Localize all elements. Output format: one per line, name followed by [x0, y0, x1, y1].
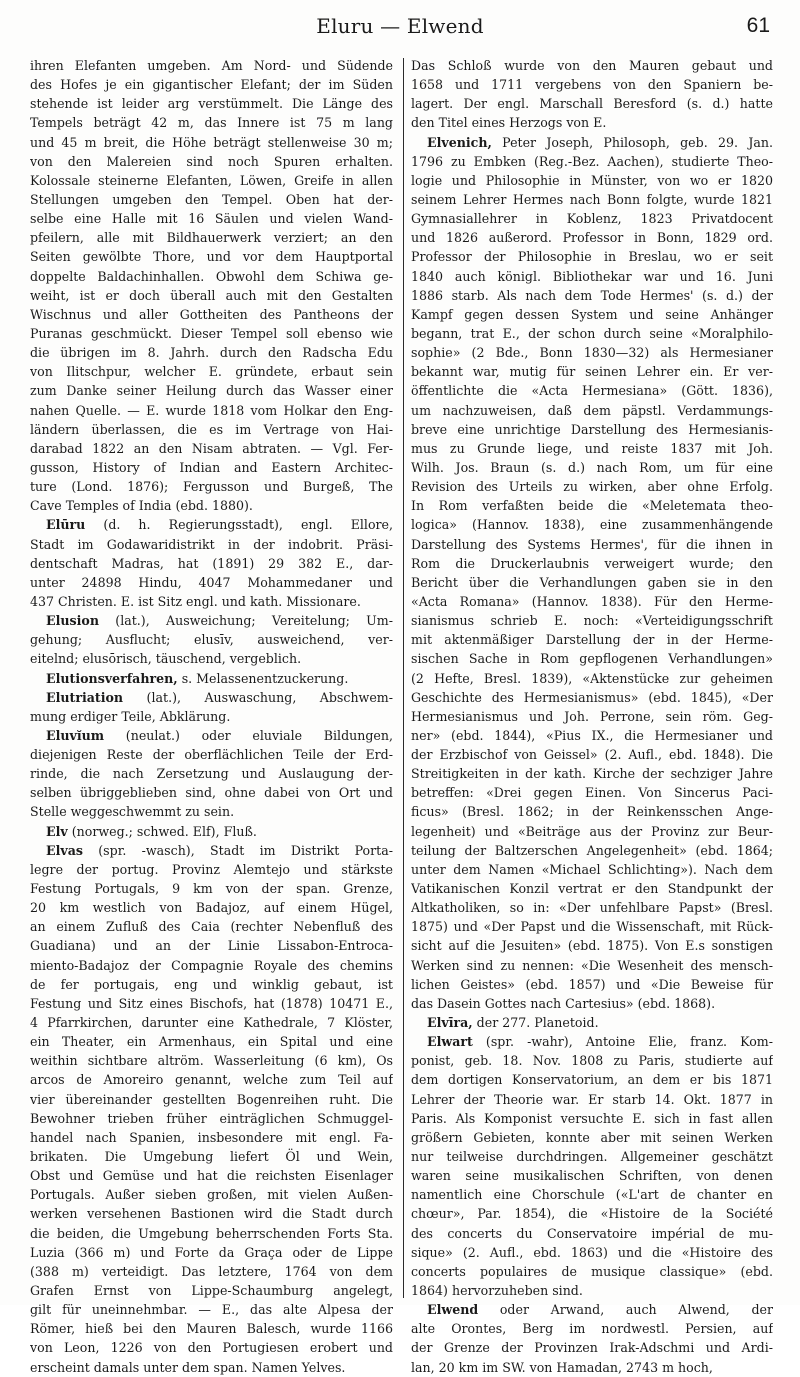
line-text: Lehrer der Theorie war. Er starb 14. Okt. 1877 in — [411, 1091, 773, 1107]
text-line — [411, 611, 773, 630]
text-line — [411, 171, 773, 190]
running-head-title: Eluru — Elwend — [316, 14, 484, 38]
line-text: diejenigen Reste der oberflächlichen Teile der Erd- — [30, 747, 393, 763]
text-line — [30, 1051, 393, 1070]
text-line — [411, 860, 773, 879]
text-line — [30, 228, 393, 247]
text-line — [30, 1032, 393, 1051]
text-line — [30, 209, 393, 228]
line-text: erscheint damals unter dem span. Namen Yelves. — [30, 1359, 346, 1375]
text-line — [411, 477, 773, 496]
line-text: von Ilitschpur, welcher E. gründete, erbaut sein — [30, 364, 393, 380]
text-line — [30, 1262, 393, 1281]
line-text: Paris. Als Komponist versuchte E. sich in fast allen — [411, 1110, 773, 1126]
line-text: miento-Badajoz der Compagnie Royale des chemins — [30, 957, 393, 973]
line-text: nahen Quelle. — E. wurde 1818 vom Holkar den Eng- — [30, 402, 393, 418]
line-text: brikaten. Die Umgebung liefert Öl und Wein, — [30, 1149, 393, 1165]
entry-headword: Elvas — [46, 842, 83, 858]
text-line — [30, 802, 393, 821]
text-line — [411, 458, 773, 477]
line-text: selben übriggeblieben sind, ohne dabei von Ort und — [30, 785, 393, 801]
column-divider — [403, 58, 404, 1298]
text-line — [30, 458, 393, 477]
entry-headword-line — [411, 133, 773, 152]
text-line — [30, 477, 393, 496]
line-text: stehende ist leider arg verstümmelt. Die Länge des — [30, 96, 393, 112]
line-text: chœur», Par. 1854), die «Histoire de la Société — [411, 1206, 773, 1222]
entry-headword-line — [30, 515, 393, 534]
line-text: logica» (Hannov. 1838), eine zusammenhängende — [411, 517, 773, 533]
entry-headword-line — [30, 726, 393, 745]
line-text: Kampf gegen dessen System und seine Anhänger — [411, 306, 773, 322]
line-text: (neulat.) oder eluviale Bildungen, — [104, 727, 393, 743]
text-line — [30, 362, 393, 381]
line-text: 4 Pfarrkirchen, darunter eine Kathedrale, 7 Klöster, — [30, 1015, 393, 1031]
line-text: ein Theater, ein Armenhaus, ein Spital und eine — [30, 1034, 393, 1050]
line-text: teilung der Baltzerschen Angelegenheit» (ebd. 1864; — [411, 842, 773, 858]
line-text: größern Gebieten, konnte aber mit seinen Werken — [411, 1129, 773, 1145]
line-text: zum Danke seiner Heilung durch das Wasser einer — [30, 383, 393, 399]
text-line — [30, 917, 393, 936]
text-line — [411, 1319, 773, 1338]
line-text: doppelte Baldachinhallen. Obwohl dem Schiwa ge- — [30, 268, 393, 284]
line-text: rinde, die nach Zersetzung und Auslaugung der- — [30, 766, 393, 782]
text-line — [411, 1281, 773, 1300]
line-text: gehung; Ausflucht; elusīv, ausweichend, ver- — [30, 632, 393, 648]
line-text: Römer, hieß bei den Mauren Balesch, wurde 1166 — [30, 1321, 393, 1337]
text-line — [30, 1109, 393, 1128]
text-line — [411, 630, 773, 649]
text-line — [411, 764, 773, 783]
line-text: gusson, History of Indian and Eastern Architec- — [30, 459, 393, 475]
line-text: lagert. Der engl. Marschall Beresford (s. d.) hatte — [411, 96, 773, 112]
line-text: unter 24898 Hindu, 4047 Mohammedaner und — [30, 574, 393, 590]
line-text: 1864) hervorzuheben sind. — [411, 1283, 583, 1298]
text-line — [411, 1224, 773, 1243]
text-line — [30, 745, 393, 764]
line-text: logie und Philosophie in Münster, von wo er 1820 — [411, 172, 773, 188]
text-line — [411, 841, 773, 860]
line-text: namentlich eine Chorschule («L'art de chanter en — [411, 1187, 773, 1203]
line-text: seinem Lehrer Hermes nach Bonn folgte, wurde 1821 — [411, 191, 773, 207]
text-line — [30, 190, 393, 209]
line-text: Luzia (366 m) und Forte da Graça oder de Lippe — [30, 1244, 393, 1260]
line-text: Stelle weggeschwemmt zu sein. — [30, 804, 235, 820]
line-text: Gymnasiallehrer in Koblenz, 1823 Privatdocent — [411, 211, 773, 227]
text-line — [30, 707, 393, 726]
line-text: sianismus schrieb E. noch: «Verteidigungsschrift — [411, 613, 773, 629]
line-text: Das Schloß wurde von den Mauren gebaut und — [411, 58, 773, 73]
text-line — [30, 573, 393, 592]
text-line — [30, 401, 393, 420]
line-text: von den Malereien sind noch Spuren erhalten. — [30, 153, 393, 169]
text-line — [411, 228, 773, 247]
line-text: Stadt im Godawaridistrikt in der indobrit. Präsi- — [30, 536, 393, 552]
text-line — [411, 1358, 773, 1377]
text-line — [411, 975, 773, 994]
text-line — [411, 286, 773, 305]
text-line — [30, 439, 393, 458]
text-line — [30, 898, 393, 917]
text-line — [411, 726, 773, 745]
line-text: In Rom verfaßten beide die «Meletemata theo- — [411, 498, 773, 514]
text-line — [30, 535, 393, 554]
line-text: handel nach Spanien, insbesondere mit engl. Fa- — [30, 1129, 393, 1145]
text-line — [30, 171, 393, 190]
line-text: 437 Christen. E. ist Sitz engl. und kath. Missionare. — [30, 593, 361, 609]
line-text: mit aktenmäßiger Darstellung der in der Herme- — [411, 632, 773, 648]
text-line — [30, 649, 393, 668]
text-line — [30, 1147, 393, 1166]
line-text: waren seine musikalischen Schriften, von denen — [411, 1168, 773, 1184]
text-line — [30, 860, 393, 879]
text-line — [30, 247, 393, 266]
line-text: ture (Lond. 1876); Fergusson und Burgeß, The — [30, 479, 393, 495]
text-line — [411, 1204, 773, 1223]
text-line — [411, 707, 773, 726]
line-text: alte Orontes, Berg im nordwestl. Persien, auf — [411, 1321, 773, 1337]
line-text: mus zu Grunde liege, und reiste 1837 mit Joh. — [411, 440, 773, 456]
line-text: der Grenze der Provinzen Irak-Adschmi und Ardi- — [411, 1340, 773, 1356]
line-text: der Erzbischof von Geissel» (2. Aufl., ebd. 1848). Die — [411, 747, 773, 763]
line-text: öffentlichte die «Acta Hermesiana» (Gött. 1836), — [411, 383, 773, 399]
text-line — [30, 1070, 393, 1089]
text-line — [30, 496, 393, 515]
text-line — [411, 802, 773, 821]
entry-headword: Eluvĭum — [46, 727, 105, 743]
line-text: ländern überlassen, die es im Vertrage von Hai- — [30, 421, 393, 437]
line-text: Wischnus und aller Gottheiten des Pantheons der — [30, 306, 393, 322]
line-text: (lat.), Auswaschung, Abschwem- — [123, 689, 393, 705]
entry-headword: Elwart — [427, 1034, 473, 1050]
text-line — [411, 1070, 773, 1089]
text-line — [411, 573, 773, 592]
line-text: Professor der Philosophie in Breslau, wo er seit — [411, 249, 773, 265]
text-line — [411, 994, 773, 1013]
text-line — [411, 1185, 773, 1204]
line-text: Streitigkeiten in der kath. Kirche der sechziger Jahre — [411, 766, 773, 782]
line-text: (norweg.; schwed. Elf), Fluß. — [67, 823, 257, 839]
line-text: von Leon, 1226 von den Portugiesen erobert und — [30, 1340, 393, 1356]
text-line — [411, 1262, 773, 1281]
text-line — [411, 669, 773, 688]
text-line — [30, 94, 393, 113]
line-text: Guadiana) und an der Linie Lissabon-Entroca- — [30, 938, 393, 954]
text-line — [411, 496, 773, 515]
text-line — [30, 1338, 393, 1357]
line-text: (spr. -wasch), Stadt im Distrikt Porta- — [82, 842, 393, 858]
text-line — [30, 1224, 393, 1243]
line-text: Grafen Ernst von Lippe-Schaumburg angelegt, — [30, 1283, 393, 1298]
line-text: Wilh. Jos. Braun (s. d.) nach Rom, um für eine — [411, 459, 773, 475]
line-text: legenheit) und «Beiträge aus der Provinz zur Beur- — [411, 823, 773, 839]
text-line — [411, 822, 773, 841]
text-line — [411, 1243, 773, 1262]
text-line — [411, 305, 773, 324]
text-line — [411, 1090, 773, 1109]
line-text: lichen Geistes» (ebd. 1857) und «Die Beweise für — [411, 976, 773, 992]
right-column — [411, 56, 773, 1377]
line-text: Kolossale steinerne Elefanten, Löwen, Greife in allen — [30, 172, 393, 188]
line-text: die beiden, die Umgebung beherrschenden Forts Sta. — [30, 1225, 393, 1241]
entry-headword: Elvīra, — [427, 1015, 473, 1031]
text-line — [30, 1300, 393, 1319]
line-text: de fer portugais, eng und winklig gebaut, ist — [30, 976, 393, 992]
line-text: werken versehenen Bastionen wird die Stadt durch — [30, 1206, 393, 1222]
text-line — [411, 1051, 773, 1070]
line-text: begann, trat E., der schon durch seine «Moralphilo- — [411, 325, 773, 341]
entry-headword: Elutriation — [46, 689, 124, 705]
text-line — [30, 592, 393, 611]
text-line — [411, 267, 773, 286]
text-line — [30, 1185, 393, 1204]
text-line — [30, 630, 393, 649]
entry-headword: Elv — [46, 823, 68, 839]
text-line — [411, 152, 773, 171]
text-line — [411, 783, 773, 802]
text-line — [411, 1147, 773, 1166]
line-text: Obst und Gemüse und hat die reichsten Eisenlager — [30, 1168, 393, 1184]
line-text: sique» (2. Aufl., ebd. 1863) und die «Histoire des — [411, 1244, 773, 1260]
line-text: vier übereinander gestellten Bogenreihen ruht. Die — [30, 1091, 393, 1107]
text-line — [30, 305, 393, 324]
line-text: Vatikanischen Konzil vertrat er den Standpunkt der — [411, 881, 773, 897]
line-text: Werken sind zu nennen: «Die Wesenheit des mensch- — [411, 957, 773, 973]
text-line — [30, 1090, 393, 1109]
text-line — [411, 745, 773, 764]
entry-headword-line — [30, 688, 393, 707]
text-line — [30, 936, 393, 955]
text-line — [411, 113, 773, 132]
line-text: concerts populaires de musique classique» (ebd. — [411, 1263, 773, 1279]
text-line — [30, 1319, 393, 1338]
text-line — [30, 1281, 393, 1300]
text-line — [411, 592, 773, 611]
text-line — [411, 75, 773, 94]
text-line — [30, 324, 393, 343]
entry-headword-line — [411, 1013, 773, 1032]
text-line — [30, 975, 393, 994]
line-text: unter dem Namen «Michael Schlichting»). Nach dem — [411, 861, 773, 877]
line-text: Festung und Sitz eines Bischofs, hat (1878) 10471 E., — [30, 995, 393, 1011]
line-text: 1875) und «Der Papst und die Wissenschaft, mit Rück- — [411, 919, 773, 935]
text-line — [411, 688, 773, 707]
line-text: sophie» (2 Bde., Bonn 1830—32) als Hermesianer — [411, 345, 773, 361]
text-line — [411, 401, 773, 420]
text-line — [30, 286, 393, 305]
entry-headword: Elvenich, — [427, 134, 492, 150]
text-line — [30, 152, 393, 171]
entry-headword: Elwend — [427, 1302, 479, 1318]
line-text: gilt für uneinnehmbar. — E., das alte Alpesa der — [30, 1302, 393, 1318]
line-text: pfeilern, alle mit Bildhauerwerk verziert; an den — [30, 230, 393, 246]
text-line — [30, 1358, 393, 1377]
line-text: (2 Hefte, Bresl. 1839), «Aktenstücke zur geheimen — [411, 670, 773, 686]
line-text: Peter Joseph, Philosoph, geb. 29. Jan. — [491, 134, 773, 150]
entry-headword-line — [30, 841, 393, 860]
line-text: dem dortigen Konservatorium, an dem er bis 1871 — [411, 1072, 773, 1088]
line-text: 1658 und 1711 vergebens von den Spaniern be- — [411, 77, 773, 93]
line-text: Seiten gewölbte Thore, und vor dem Hauptportal — [30, 249, 393, 265]
text-line — [411, 362, 773, 381]
line-text: und 1826 außerord. Professor in Bonn, 1829 ord. — [411, 230, 773, 246]
text-line — [411, 94, 773, 113]
entry-headword-line — [30, 822, 393, 841]
line-text: breve eine unrichtige Darstellung des Hermesianis- — [411, 421, 773, 437]
text-line — [411, 879, 773, 898]
text-line — [411, 1166, 773, 1185]
line-text: dentschaft Madras, hat (1891) 29 382 E., dar- — [30, 555, 393, 571]
line-text: nur teilweise durchdringen. Allgemeiner geschätzt — [411, 1149, 773, 1165]
line-text: die übrigen im 8. Jahrh. durch den Radscha Edu — [30, 345, 393, 361]
text-line — [411, 1338, 773, 1357]
page-number: 61 — [746, 14, 770, 37]
line-text: um nachzuweisen, daß dem päpstl. Verdammungs- — [411, 402, 773, 418]
text-line — [411, 1109, 773, 1128]
line-text: des concerts du Conservatoire impérial de mu- — [411, 1225, 773, 1241]
entry-headword: Elusion — [46, 613, 99, 629]
line-text: ficus» (Bresl. 1862; in der Reinkensschen Ange- — [411, 804, 773, 820]
line-text: selbe eine Halle mit 16 Säulen und vielen Wand- — [30, 211, 393, 227]
text-line — [30, 1128, 393, 1147]
text-line — [30, 420, 393, 439]
text-line — [30, 56, 393, 75]
entry-headword: Elūru — [46, 517, 86, 533]
text-line — [30, 554, 393, 573]
line-text: Rom die Druckerlaubnis verweigert wurde; den — [411, 555, 773, 571]
line-text: 1796 zu Embken (Reg.-Bez. Aachen), studierte Theo- — [411, 153, 773, 169]
line-text: Bericht über die Verhandlungen gaben sie in den — [411, 574, 773, 590]
text-line — [30, 267, 393, 286]
text-line — [30, 75, 393, 94]
line-text: den Titel eines Herzogs von E. — [411, 115, 607, 131]
line-text: oder Arwand, auch Alwend, der — [478, 1302, 773, 1318]
running-header — [0, 14, 800, 44]
text-line — [411, 515, 773, 534]
line-text: sicht auf die Jesuiten» (ebd. 1875). Von E.s sonstigen — [411, 938, 773, 954]
entry-headword-line — [411, 1300, 773, 1319]
line-text: darabad 1822 an den Nisam abtraten. — Vgl. Fer- — [30, 440, 393, 456]
line-text: ihren Elefanten umgeben. Am Nord- und Südende — [30, 58, 393, 73]
line-text: (388 m) verteidigt. Das letztere, 1764 von dem — [30, 1263, 393, 1279]
text-line — [30, 783, 393, 802]
entry-headword-line — [411, 1032, 773, 1051]
line-text: ner» (ebd. 1844), «Pius IX., die Hermesianer und — [411, 727, 773, 743]
line-text: Puranas geschmückt. Dieser Tempel soll ebenso wie — [30, 325, 393, 341]
text-line — [411, 190, 773, 209]
entry-headword-line — [30, 611, 393, 630]
text-line — [411, 649, 773, 668]
text-line — [30, 113, 393, 132]
text-line — [411, 898, 773, 917]
text-line — [411, 381, 773, 400]
line-text: und 45 m breit, die Höhe beträgt stellenweise 30 m; — [30, 134, 393, 150]
line-text: Tempels beträgt 42 m, das Innere ist 75 m lang — [30, 115, 393, 131]
text-line — [411, 1128, 773, 1147]
text-line — [30, 1243, 393, 1262]
text-line — [30, 994, 393, 1013]
text-line — [30, 879, 393, 898]
line-text: weithin sichtbare altröm. Wasserleitung (6 km), Os — [30, 1053, 393, 1069]
text-line — [411, 247, 773, 266]
line-text: Geschichte des Hermesianismus» (ebd. 1845), «Der — [411, 689, 773, 705]
text-line — [411, 936, 773, 955]
line-text: s. Melassenentzuckerung. — [177, 670, 349, 686]
line-text: Cave Temples of India (ebd. 1880). — [30, 498, 253, 514]
line-text: Stellungen umgeben den Tempel. Oben hat der- — [30, 191, 393, 207]
text-line — [30, 381, 393, 400]
text-line — [411, 343, 773, 362]
entry-headword: Elutionsverfahren, — [46, 670, 178, 686]
text-line — [30, 956, 393, 975]
line-text: legre der portug. Provinz Alemtejo und stärkste — [30, 861, 393, 877]
line-text: 1886 starb. Als nach dem Tode Hermes' (s. d.) der — [411, 287, 773, 303]
text-line — [411, 535, 773, 554]
line-text: 20 km westlich von Badajoz, auf einem Hügel, — [30, 900, 393, 916]
text-line — [411, 209, 773, 228]
entry-headword-line — [30, 669, 393, 688]
line-text: Festung Portugals, 9 km von der span. Grenze, — [30, 881, 393, 897]
text-line — [30, 764, 393, 783]
line-text: Hermesianismus und Joh. Perrone, sein röm. Geg- — [411, 708, 773, 724]
line-text: Portugals. Außer sieben großen, mit vielen Außen- — [30, 1187, 393, 1203]
line-text: ponist, geb. 18. Nov. 1808 zu Paris, studierte auf — [411, 1053, 773, 1069]
line-text: das Dasein Gottes nach Cartesius» (ebd. 1868). — [411, 995, 716, 1011]
line-text: bekannt war, mutig für seinen Lehrer ein. Er ver- — [411, 364, 773, 380]
line-text: (d. h. Regierungsstadt), engl. Ellore, — [85, 517, 393, 533]
line-text: «Acta Romana» (Hannov. 1838). Für den Herme- — [411, 593, 773, 609]
line-text: arcos de Amoreiro genannt, welche zum Teil auf — [30, 1072, 393, 1088]
text-line — [411, 56, 773, 75]
line-text: eitelnd; elusōrisch, täuschend, vergeblich. — [30, 651, 302, 667]
text-line — [411, 917, 773, 936]
line-text: der 277. Planetoid. — [472, 1015, 599, 1031]
text-line — [30, 1166, 393, 1185]
text-line — [411, 956, 773, 975]
text-line — [411, 420, 773, 439]
line-text: Darstellung des Systems Hermes', für die ihnen in — [411, 536, 773, 552]
line-text: (spr. -wahr), Antoine Elie, franz. Kom- — [472, 1034, 773, 1050]
line-text: lan, 20 km im SW. von Hamadan, 2743 m hoch, — [411, 1359, 713, 1375]
line-text: (lat.), Ausweichung; Vereitelung; Um- — [98, 613, 393, 629]
text-line — [30, 1204, 393, 1223]
left-column — [30, 56, 393, 1377]
line-text: sischen Sache in Rom gepflogenen Verhandlungen» — [411, 651, 773, 667]
line-text: Altkatholiken, so in: «Der unfehlbare Papst» (Bresl. — [411, 900, 773, 916]
text-line — [411, 439, 773, 458]
line-text: mung erdiger Teile, Abklärung. — [30, 708, 231, 724]
text-line — [30, 133, 393, 152]
line-text: weiht, ist er doch überall auch mit den Gestalten — [30, 287, 393, 303]
text-line — [30, 343, 393, 362]
line-text: Bewohner trieben früher einträglichen Schmuggel- — [30, 1110, 393, 1126]
line-text: betreffen: «Drei gegen Einen. Von Sincerus Paci- — [411, 785, 773, 801]
text-line — [411, 324, 773, 343]
text-line — [30, 1013, 393, 1032]
line-text: des Hofes je ein gigantischer Elefant; der im Süden — [30, 77, 393, 93]
text-line — [411, 554, 773, 573]
line-text: 1840 auch königl. Bibliothekar war und 16. Juni — [411, 268, 773, 284]
line-text: Revision des Urteils zu wirken, aber ohne Erfolg. — [411, 479, 773, 495]
line-text: an einem Zufluß des Caia (rechter Nebenfluß des — [30, 919, 393, 935]
